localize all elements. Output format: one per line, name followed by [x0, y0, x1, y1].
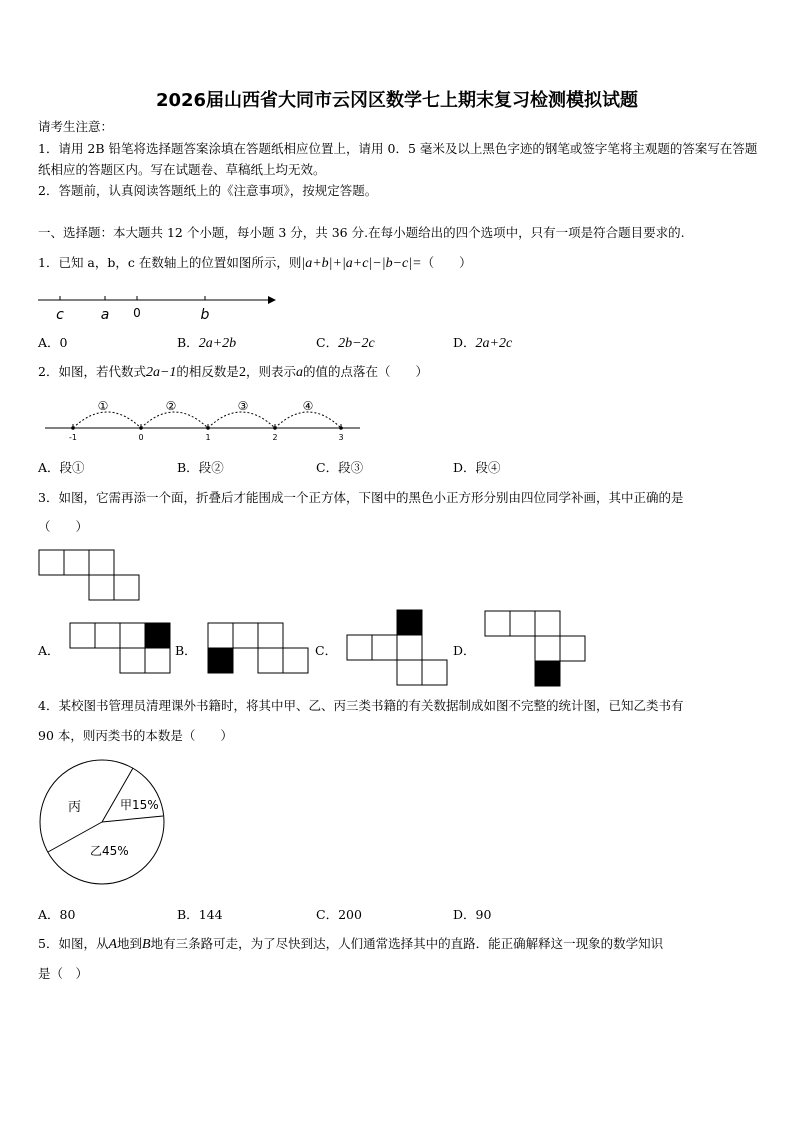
q3-option-c-black-square [397, 610, 422, 635]
q3-option-a-letter[interactable]: A． [38, 643, 60, 658]
q2-option-a[interactable] [38, 458, 85, 476]
q1-label-b: b [200, 307, 210, 323]
q4-option-a-letter: A． [38, 907, 60, 922]
q2-option-b-text: 段② [198, 460, 224, 475]
q3-original-net [38, 549, 144, 602]
q2-option-b[interactable] [177, 458, 224, 476]
q4-option-d[interactable] [453, 905, 491, 923]
page-title: 2026届山西省大同市云冈区数学七上期末复习检测模拟试题 [155, 90, 639, 111]
notice-heading: 请考生注意： [38, 119, 114, 134]
notice-item-2: 2．答题前，认真阅读答题纸上的《注意事项》，按规定答题。 [38, 183, 378, 198]
q3-option-b-letter[interactable]: B． [175, 643, 197, 658]
q2-option-d[interactable] [453, 458, 501, 476]
q1-axis-arrow [268, 296, 276, 304]
q3-option-d-net[interactable] [484, 610, 590, 688]
q1-expression: |a+b|+|a+c|−|b−c|= [301, 256, 422, 271]
q4-option-b[interactable] [177, 905, 223, 923]
q1-option-b[interactable] [177, 333, 236, 352]
q2-stem-b: 的相反数是 [176, 364, 239, 379]
q1-stem-prefix: 1．已知 a，b，c 在数轴上的位置如图所示，则 [38, 255, 302, 270]
q1-option-a[interactable] [38, 333, 67, 351]
q5-stem-line-2: 是（ ） [38, 966, 89, 981]
q2-option-a-letter: A． [38, 460, 60, 475]
q3-option-a-net[interactable] [69, 622, 175, 675]
q2-tick-label-0: 0 [138, 433, 144, 442]
q2-arc-1 [73, 412, 141, 428]
q3-option-d-letter[interactable]: D． [453, 643, 476, 658]
q2-arc-label-3: ③ [237, 399, 249, 413]
q2-option-c-letter: C． [316, 460, 339, 475]
q2-tick-label-3: 3 [338, 433, 344, 442]
q2-option-c[interactable] [316, 458, 363, 476]
q1-option-a-letter: A． [38, 335, 60, 350]
q4-pie-label-jia: 甲15% [120, 798, 159, 812]
q1-option-c[interactable] [316, 333, 375, 352]
q5-point-b: B [142, 937, 151, 952]
section-header: 一、选择题：本大题共 12 个小题，每小题 3 分，共 36 分.在每小题给出的四个选项中，只有一项是符合题目要求的. [38, 225, 685, 240]
q2-stem [38, 363, 428, 382]
q1-label-0: 0 [133, 306, 141, 320]
q1-option-d-letter: D． [453, 335, 476, 350]
q2-option-a-text: 段① [59, 460, 85, 475]
q3-option-c-net[interactable] [346, 609, 452, 687]
q1-label-c: c [56, 307, 64, 323]
q3-option-c-letter[interactable]: C． [315, 643, 338, 658]
q3-option-b-net[interactable] [207, 622, 313, 675]
q1-label-a: a [100, 307, 110, 323]
q4-option-a-text: 80 [59, 907, 76, 922]
q3-option-b-black-square [208, 648, 233, 673]
q4-option-b-text: 144 [198, 907, 223, 922]
q4-stem-line-1: 4．某校图书管理员清理课外书籍时，将其中甲、乙、丙三类书籍的有关数据制成如图不完整的统计图，已知乙类书有 [38, 698, 684, 713]
q2-arc-3 [208, 412, 275, 428]
q2-arc-2 [141, 412, 208, 428]
q1-option-b-letter: B． [177, 335, 199, 350]
q4-option-c-letter: C． [316, 907, 339, 922]
q4-option-b-letter: B． [177, 907, 199, 922]
q4-stem-line-2: 90 本，则丙类书的本数是（ ） [38, 728, 233, 743]
q3-stem-line-2: （ ） [38, 519, 89, 534]
q1-number-line [30, 290, 290, 324]
q1-option-d-text: 2a+2c [475, 336, 513, 351]
q2-expression: 2a−1 [145, 365, 177, 380]
q1-option-a-text: 0 [59, 335, 68, 350]
q2-option-c-text: 段③ [338, 460, 364, 475]
q2-variable: a [295, 365, 303, 380]
q5-stem-b: 地到 [117, 936, 143, 951]
q2-arc-label-1: ① [97, 399, 109, 413]
q5-stem-c: 地有三条路可走，为了尽快到达，人们通常选择其中的直路．能正确解释这一现象的数学知识 [150, 936, 664, 951]
q3-stem-line-1: 3．如图，它需再添一个面，折叠后才能围成一个正方体，下图中的黑色小正方形分别由四位同学补画，其中正确的是 [38, 490, 684, 505]
q1-stem [38, 254, 472, 273]
q5-stem-a: 5．如图，从 [38, 936, 109, 951]
q1-stem-suffix: （ ） [421, 255, 472, 270]
q2-number: 2 [238, 365, 246, 380]
q2-option-b-letter: B． [177, 460, 199, 475]
q1-option-d[interactable] [453, 333, 512, 352]
q2-stem-d: 的值的点落在（ ） [302, 364, 428, 379]
q5-stem-line-1 [38, 935, 663, 954]
q2-tick-label-1: 1 [205, 433, 211, 442]
q2-option-d-letter: D． [453, 460, 476, 475]
q4-pie-label-bing: 丙 [68, 800, 82, 815]
notice-item-1: 1．请用 2B 铅笔将选择题答案涂填在答题纸相应位置上，请用 0．5 毫米及以上黑色字迹的钢笔或签字笔将主观题的答案写在答题纸相应的答题区内。写在试题卷、草稿纸上均无效。 [38, 141, 758, 177]
q4-option-c-text: 200 [338, 907, 362, 922]
q4-pie-chart [38, 758, 168, 888]
q2-option-d-text: 段④ [475, 460, 501, 475]
q4-option-d-text: 90 [475, 907, 492, 922]
q2-stem-c: ，则表示 [245, 364, 296, 379]
q2-arc-label-4: ④ [302, 399, 314, 413]
q2-number-line [40, 392, 370, 444]
q3-option-d-black-square [535, 661, 560, 686]
q4-pie-label-yi: 乙45% [90, 844, 129, 858]
q2-tick-label-2: 2 [272, 433, 278, 442]
q2-arc-4 [275, 412, 341, 428]
q5-point-a: A [108, 937, 118, 952]
q2-stem-a: 2．如图，若代数式 [38, 364, 146, 379]
q3-option-a-black-square [145, 623, 170, 648]
q1-option-b-text: 2a+2b [198, 336, 237, 351]
q4-option-d-letter: D． [453, 907, 476, 922]
q2-arc-label-2: ② [165, 399, 177, 413]
q4-option-c[interactable] [316, 905, 362, 923]
q2-tick-label-m1: -1 [69, 433, 77, 442]
q1-option-c-text: 2b−2c [338, 336, 375, 351]
q4-option-a[interactable] [38, 905, 75, 923]
q1-option-c-letter: C． [316, 335, 339, 350]
